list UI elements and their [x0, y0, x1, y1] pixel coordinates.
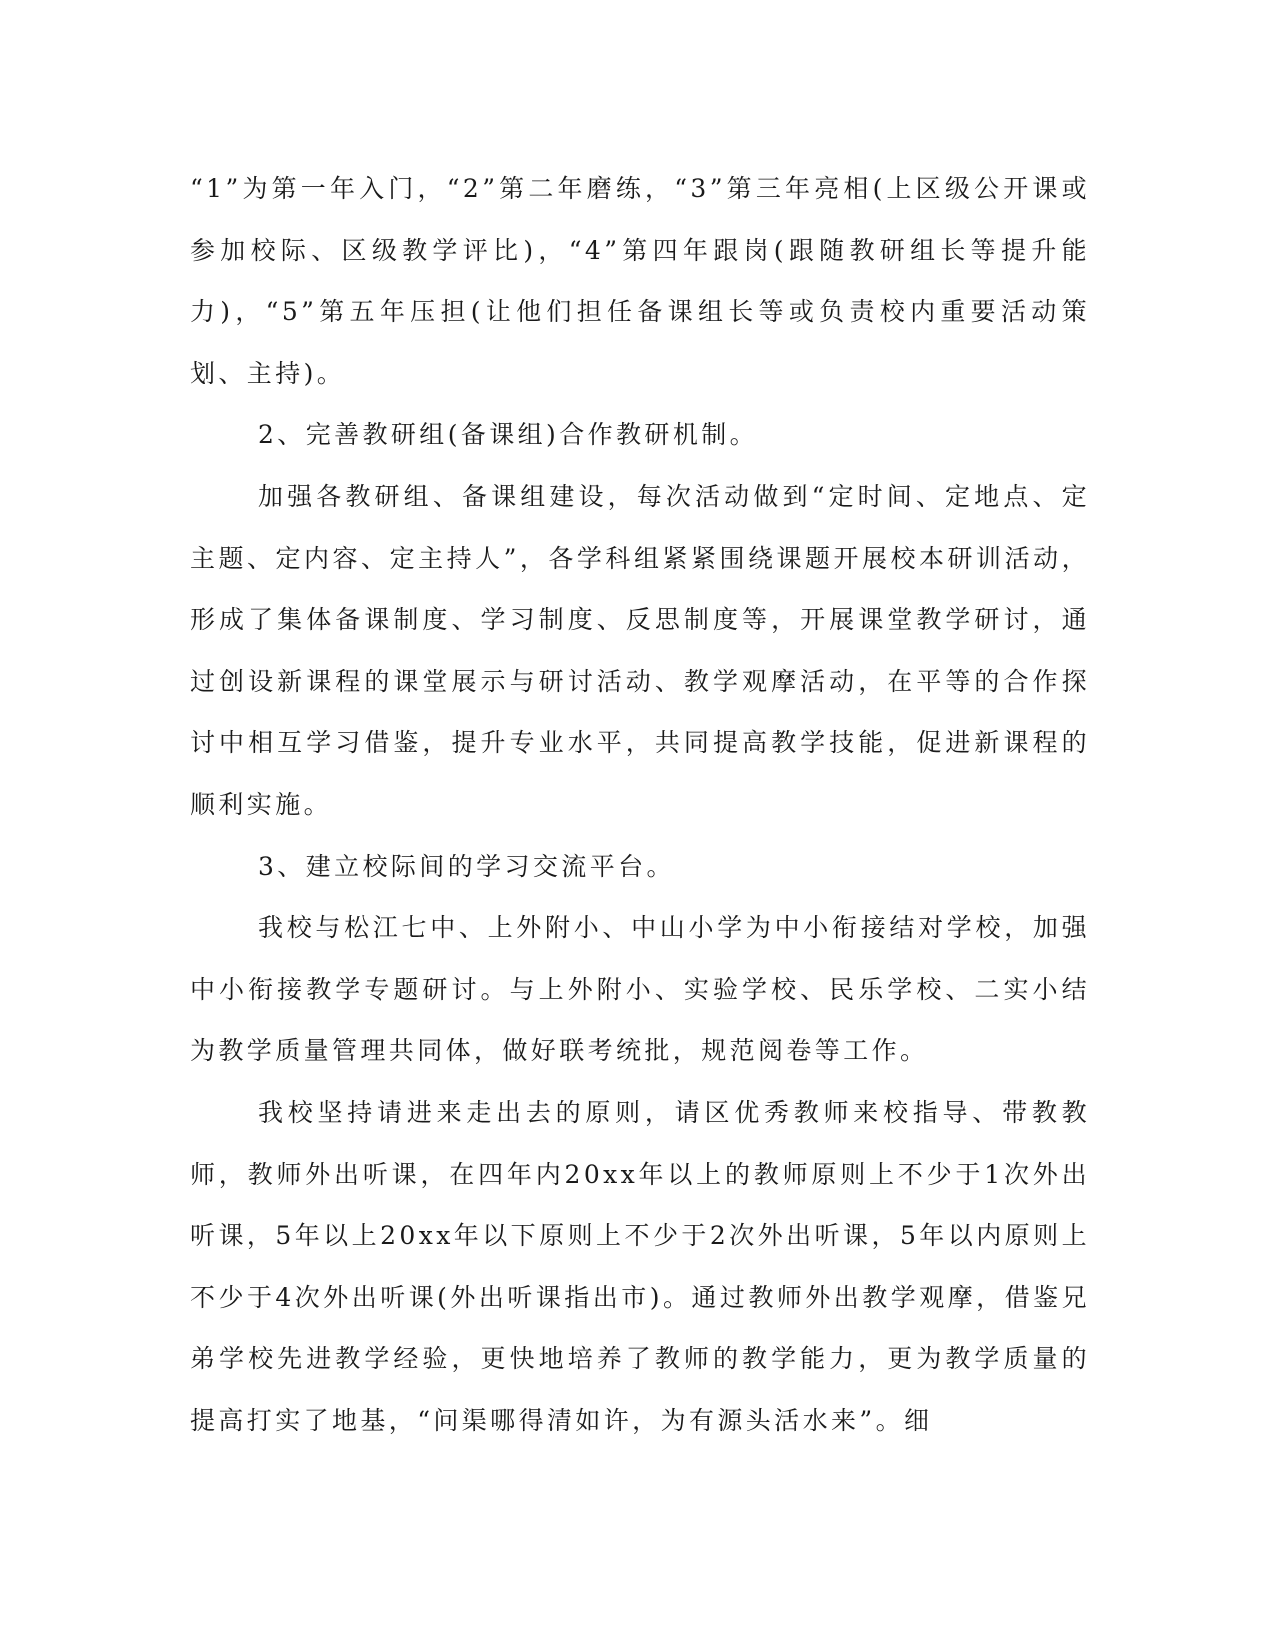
paragraph-external-observation: 我校坚持请进来走出去的原则，请区优秀教师来校指导、带教教师，教师外出听课，在四年内20xx年以上的教师原则上不少于1次外出听课，5年以上20xx年以下原则上不少于2次外出听课，5年以内原则上不少于4次外出听课(外出听课指出市)。通过教师外出教学观摩，借鉴兄弟学校先进教学经验，更快地培养了教师的教学能力，更为教学质量的提高打实了地基，“问渠哪得清如许，为有源头活水来”。细: [190, 1097, 1090, 1435]
heading-item-3: 3、建立校际间的学习交流平台。: [258, 851, 675, 881]
document-body: [190, 158, 1090, 1451]
heading-item-2: 2、完善教研组(备课组)合作教研机制。: [258, 420, 759, 450]
paragraph-school-partnerships: 我校与松江七中、上外附小、中山小学为中小衔接结对学校，加强中小衔接教学专题研讨。与上外附小、实验学校、民乐学校、二实小结为教学质量管理共同体，做好联考统批，规范阅卷等工作。: [190, 913, 1090, 1066]
paragraph-teacher-growth-stages: “1”为第一年入门，“2”第二年磨练，“3”第三年亮相(上区级公开课或参加校际、区级教学评比)，“4”第四年跟岗(跟随教研组长等提升能力)，“5”第五年压担(让他们担任备课组长等或负责校内重要活动策划、主持)。: [190, 174, 1090, 388]
paragraph-teaching-research-mechanism: 加强各教研组、备课组建设，每次活动做到“定时间、定地点、定主题、定内容、定主持人”，各学科组紧紧围绕课题开展校本研训活动，形成了集体备课制度、学习制度、反思制度等，开展课堂教学研讨，通过创设新课程的课堂展示与研讨活动、教学观摩活动，在平等的合作探讨中相互学习借鉴，提升专业水平，共同提高教学技能，促进新课程的顺利实施。: [190, 481, 1090, 819]
